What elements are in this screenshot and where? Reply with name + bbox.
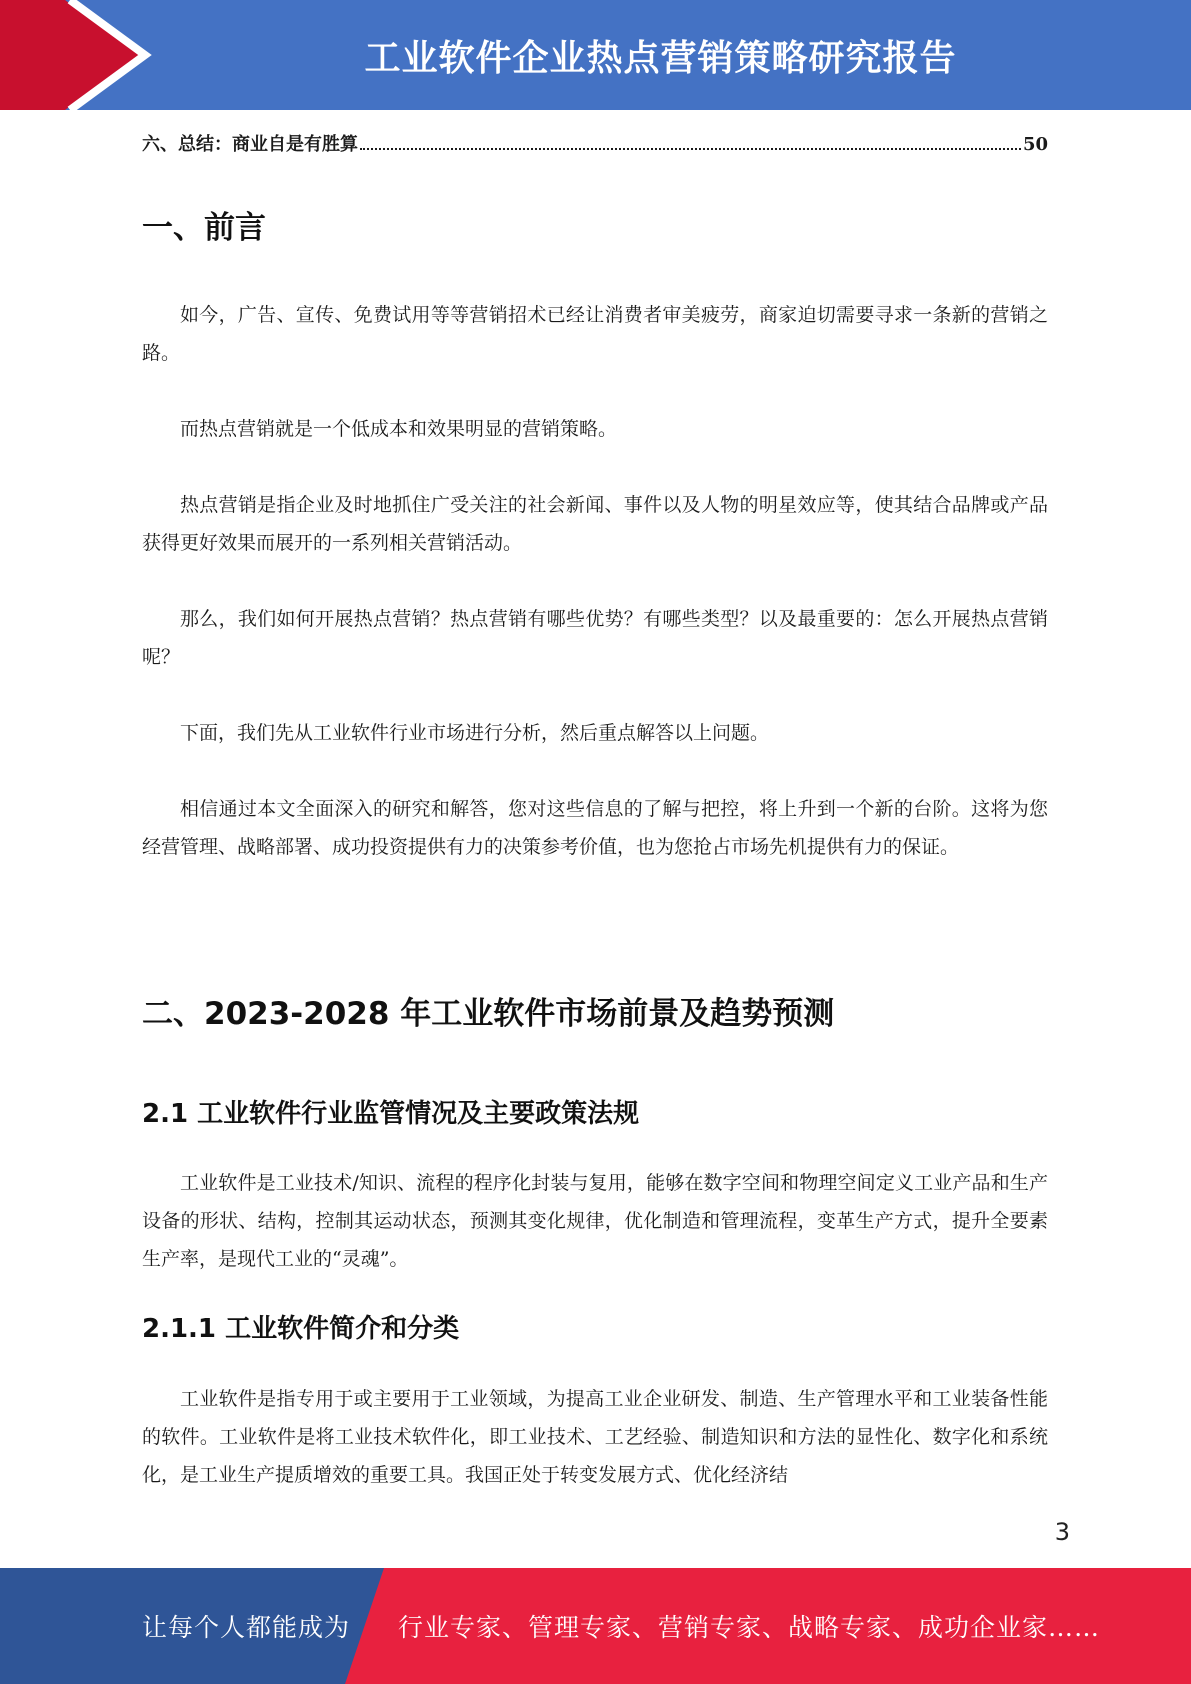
toc-entry-label: 六、总结：商业自是有胜算 [142,134,358,155]
report-title: 工业软件企业热点营销策略研究报告 [364,37,957,79]
preface-paragraph-2: 而热点营销就是一个低成本和效果明显的营销策略。 [180,418,618,440]
subsection-heading-2-1-1: 2.1.1 工业软件简介和分类 [142,1314,460,1344]
preface-paragraph-3: 热点营销是指企业及时地抓住广受关注的社会新闻、事件以及人物的明星效应等，使其结合品牌或产品获得更好效果而展开的一系列相关营销活动。 [142,494,1048,554]
toc-leader-dots [360,134,1021,150]
subsection-heading-2-1: 2.1 工业软件行业监管情况及主要政策法规 [142,1099,640,1129]
toc-entry[interactable] [142,130,1048,160]
subsection-2-1-paragraph: 工业软件是工业技术/知识、流程的程序化封装与复用，能够在数字空间和物理空间定义工业产品和生产设备的形状、结构，控制其运动状态，预测其变化规律，优化制造和管理流程，变革生产方式，提升全要素生产率，是现代工业的“灵魂”。 [142,1172,1048,1270]
toc-entry-page: 50 [1022,134,1048,155]
section-heading-preface: 一、前言 [142,210,266,246]
preface-paragraph-6: 相信通过本文全面深入的研究和解答，您对这些信息的了解与把控，将上升到一个新的台阶。这将为您经营管理、战略部署、成功投资提供有力的决策参考价值，也为您抢占市场先机提供有力的保证。 [142,798,1048,858]
section-heading-market-outlook: 二、2023-2028 年工业软件市场前景及趋势预测 [142,996,835,1032]
page-footer [0,1568,1191,1684]
page-header [0,0,1191,110]
preface-paragraph-1: 如今，广告、宣传、免费试用等等营销招术已经让消费者审美疲劳，商家迫切需要寻求一条新的营销之路。 [142,304,1048,364]
page-number: 3 [1054,1518,1070,1546]
footer-slogan-left: 让每个人都能成为 [142,1613,351,1642]
footer-slogan-right: 行业专家、管理专家、营销专家、战略专家、成功企业家…… [398,1613,1101,1642]
subsection-2-1-1-paragraph: 工业软件是指专用于或主要用于工业领域，为提高工业企业研发、制造、生产管理水平和工业装备性能的软件。工业软件是将工业技术软件化，即工业技术、工艺经验、制造知识和方法的显性化、数字化和系统化，是工业生产提质增效的重要工具。我国正处于转变发展方式、优化经济结 [142,1388,1048,1486]
preface-paragraph-5: 下面，我们先从工业软件行业市场进行分析，然后重点解答以上问题。 [180,722,770,744]
preface-paragraph-4: 那么，我们如何开展热点营销？热点营销有哪些优势？有哪些类型？以及最重要的：怎么开展热点营销呢？ [142,608,1048,668]
